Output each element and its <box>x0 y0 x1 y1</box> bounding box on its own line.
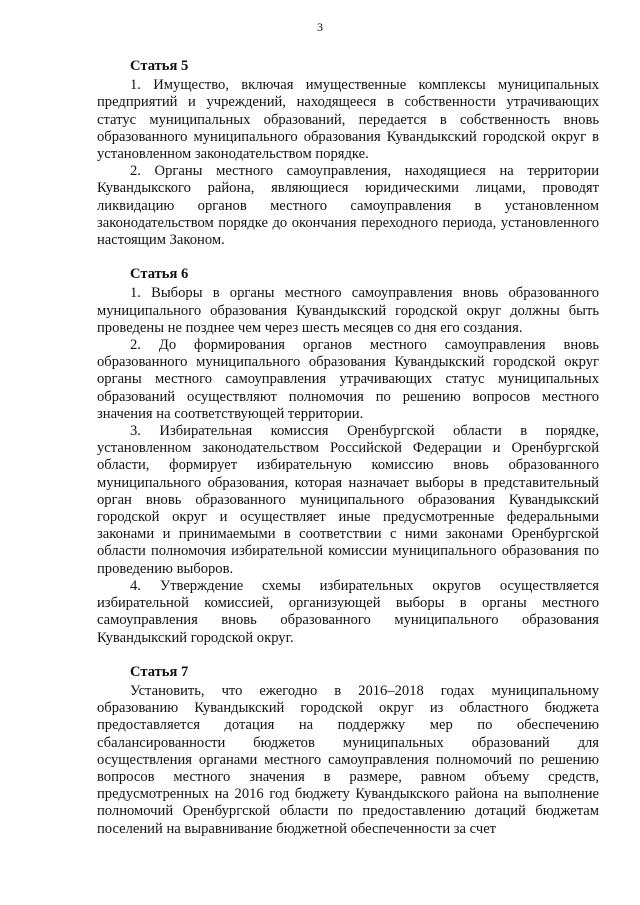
article-paragraph: 1. Выборы в органы местного самоуправления вновь образованного муниципального образования Кувандыкский городской округ должны быть проведены не позднее чем через шесть месяцев со дня его создания. <box>97 285 599 336</box>
article-paragraph: 2. До формирования органов местного самоуправления вновь образованного муниципального образования Кувандыкский городской округ органы местного самоуправления утрачивающих статус муниципальных образований осуществляют полномочия по решению вопросов местного значения на соответствующей территории. <box>97 337 599 422</box>
article-7 <box>97 664 599 838</box>
article-6 <box>97 266 599 646</box>
article-paragraph: 4. Утверждение схемы избирательных округов осуществляется избирательной комиссией, организующей выборы в органы местного самоуправления вновь образованного муниципального образования Кувандыкский городской округ. <box>97 577 599 646</box>
article-heading: Статья 5 <box>130 58 189 74</box>
article-heading: Статья 6 <box>130 266 189 283</box>
page-number: 3 <box>317 20 323 34</box>
article-paragraph: 2. Органы местного самоуправления, находящиеся на территории Кувандыкского района, являющиеся юридическими лицами, проводят ликвидацию органов местного самоуправления в установленном законодательством порядке до окончания переходного периода, установленного настоящим Законом. <box>97 163 599 249</box>
article-paragraph: 3. Избирательная комиссия Оренбургской области в порядке, установленном законодательством Российской Федерации и Оренбургской области, формирует избирательную комиссию вновь образованного муниципального образования, которая назначает выборы в представительный орган вновь образованного муниципального образования Кувандыкский городской округ и осуществляет иные предусмотренные федеральными законами и принимаемыми в соответствии с ними законами Оренбургской области полномочия избирательной комиссии муниципального образования по проведению выборов. <box>97 423 599 577</box>
article-paragraph: Установить, что ежегодно в 2016–2018 годах муниципальному образованию Кувандыкский городской округ из областного бюджета предоставляется дотация на поддержку мер по обеспечению сбалансированности бюджетов муниципальных образований для осуществления органами местного самоуправления полномочий по решению вопросов местного значения в размере, равном объему средств, предусмотренных на 2016 год бюджету Кувандыкского района на выполнение полномочий Оренбургской области по предоставлению дотаций бюджетам поселений на выравнивание бюджетной обеспеченности за счет <box>97 682 599 837</box>
document-body <box>97 58 599 838</box>
article-5 <box>97 58 599 249</box>
article-paragraph: 1. Имущество, включая имущественные комплексы муниципальных предприятий и учреждений, находящееся в собственности утрачивающих статус муниципальных образований, передается в собственность вновь образованного муниципального образования Кувандыкский городской округ в установленном законодательством порядке. <box>97 77 599 163</box>
article-heading: Статья 7 <box>130 663 189 680</box>
